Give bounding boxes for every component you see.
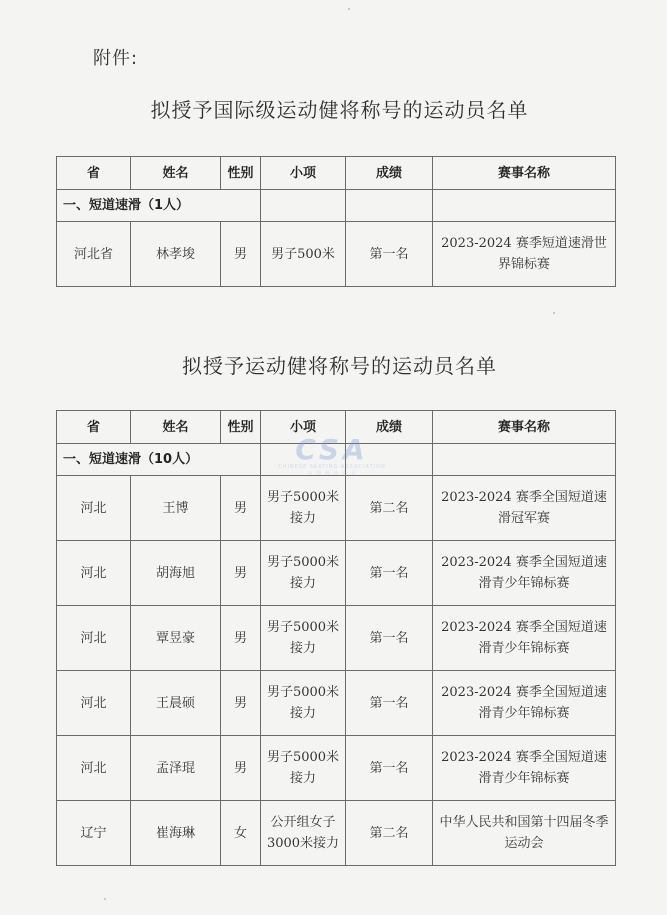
section-title-master: 拟授予运动健将称号的运动员名单 [182,354,497,378]
cell-gender: 女 [221,801,261,866]
empty-cell [346,190,433,222]
cell-competition: 2023-2024 赛季全国短道速滑冠军赛 [433,476,616,541]
cell-result: 第二名 [346,801,433,866]
cell-event: 男子500米 [261,222,346,287]
column-header-result: 成绩 [346,411,433,444]
table-row [57,606,616,671]
international-master-table [56,156,616,287]
scan-speck [553,312,555,314]
watermark-subtitle: CHINESE SKATING ASSOCIATION [278,464,386,470]
table-row [57,476,616,541]
cell-gender: 男 [221,222,261,287]
watermark-subtitle-cn: 中 国 滑 冰 协 会 [307,471,357,477]
cell-event: 公开组女子3000米接力 [261,801,346,866]
cell-name: 林孝埈 [131,222,221,287]
column-header-competition: 赛事名称 [433,157,616,190]
cell-competition: 2023-2024 赛季全国短道速滑青少年锦标赛 [433,671,616,736]
cell-province: 河北 [57,606,131,671]
column-header-result: 成绩 [346,157,433,190]
column-header-competition: 赛事名称 [433,411,616,444]
section-title-international: 拟授予国际级运动健将称号的运动员名单 [150,98,529,122]
cell-competition: 中华人民共和国第十四届冬季运动会 [433,801,616,866]
cell-gender: 男 [221,541,261,606]
empty-cell [261,190,346,222]
table-row [57,222,616,287]
table-row [57,671,616,736]
empty-cell [346,444,433,476]
cell-province: 河北省 [57,222,131,287]
cell-event: 男子5000米接力 [261,476,346,541]
cell-name: 崔海琳 [131,801,221,866]
column-header-name: 姓名 [131,157,221,190]
column-header-name: 姓名 [131,411,221,444]
cell-name: 胡海旭 [131,541,221,606]
cell-event: 男子5000米接力 [261,736,346,801]
cell-name: 王晨硕 [131,671,221,736]
column-header-event: 小项 [261,157,346,190]
cell-name: 孟泽琨 [131,736,221,801]
attachment-label: 附件: [93,48,139,69]
column-header-event: 小项 [261,411,346,444]
cell-name: 王博 [131,476,221,541]
column-header-province: 省 [57,411,131,444]
cell-gender: 男 [221,736,261,801]
cell-event: 男子5000米接力 [261,541,346,606]
column-header-province: 省 [57,157,131,190]
category-label: 一、短道速滑（10人） [57,444,261,476]
column-header-gender: 性别 [221,411,261,444]
table-header-row [57,411,616,444]
cell-result: 第二名 [346,476,433,541]
cell-competition: 2023-2024 赛季全国短道速滑青少年锦标赛 [433,736,616,801]
cell-gender: 男 [221,606,261,671]
cell-event: 男子5000米接力 [261,606,346,671]
category-label: 一、短道速滑（1人） [57,190,261,222]
cell-event: 男子5000米接力 [261,671,346,736]
category-row [57,190,616,222]
scan-speck [348,8,350,10]
table-row [57,801,616,866]
cell-gender: 男 [221,671,261,736]
cell-competition: 2023-2024 赛季短道速滑世界锦标赛 [433,222,616,287]
cell-province: 河北 [57,736,131,801]
category-row [57,444,616,476]
cell-result: 第一名 [346,222,433,287]
cell-gender: 男 [221,476,261,541]
scan-speck [104,898,106,900]
cell-province: 河北 [57,541,131,606]
cell-name: 覃昱豪 [131,606,221,671]
empty-cell [433,190,616,222]
cell-competition: 2023-2024 赛季全国短道速滑青少年锦标赛 [433,606,616,671]
cell-province: 河北 [57,476,131,541]
cell-result: 第一名 [346,736,433,801]
table-row [57,736,616,801]
empty-cell [433,444,616,476]
cell-result: 第一名 [346,541,433,606]
csa-logo-icon: CSA [295,433,369,466]
empty-cell [261,444,346,476]
cell-province: 河北 [57,671,131,736]
column-header-gender: 性别 [221,157,261,190]
cell-province: 辽宁 [57,801,131,866]
cell-result: 第一名 [346,606,433,671]
table-header-row [57,157,616,190]
cell-result: 第一名 [346,671,433,736]
table-row [57,541,616,606]
cell-competition: 2023-2024 赛季全国短道速滑青少年锦标赛 [433,541,616,606]
master-sportsman-table [56,410,616,866]
